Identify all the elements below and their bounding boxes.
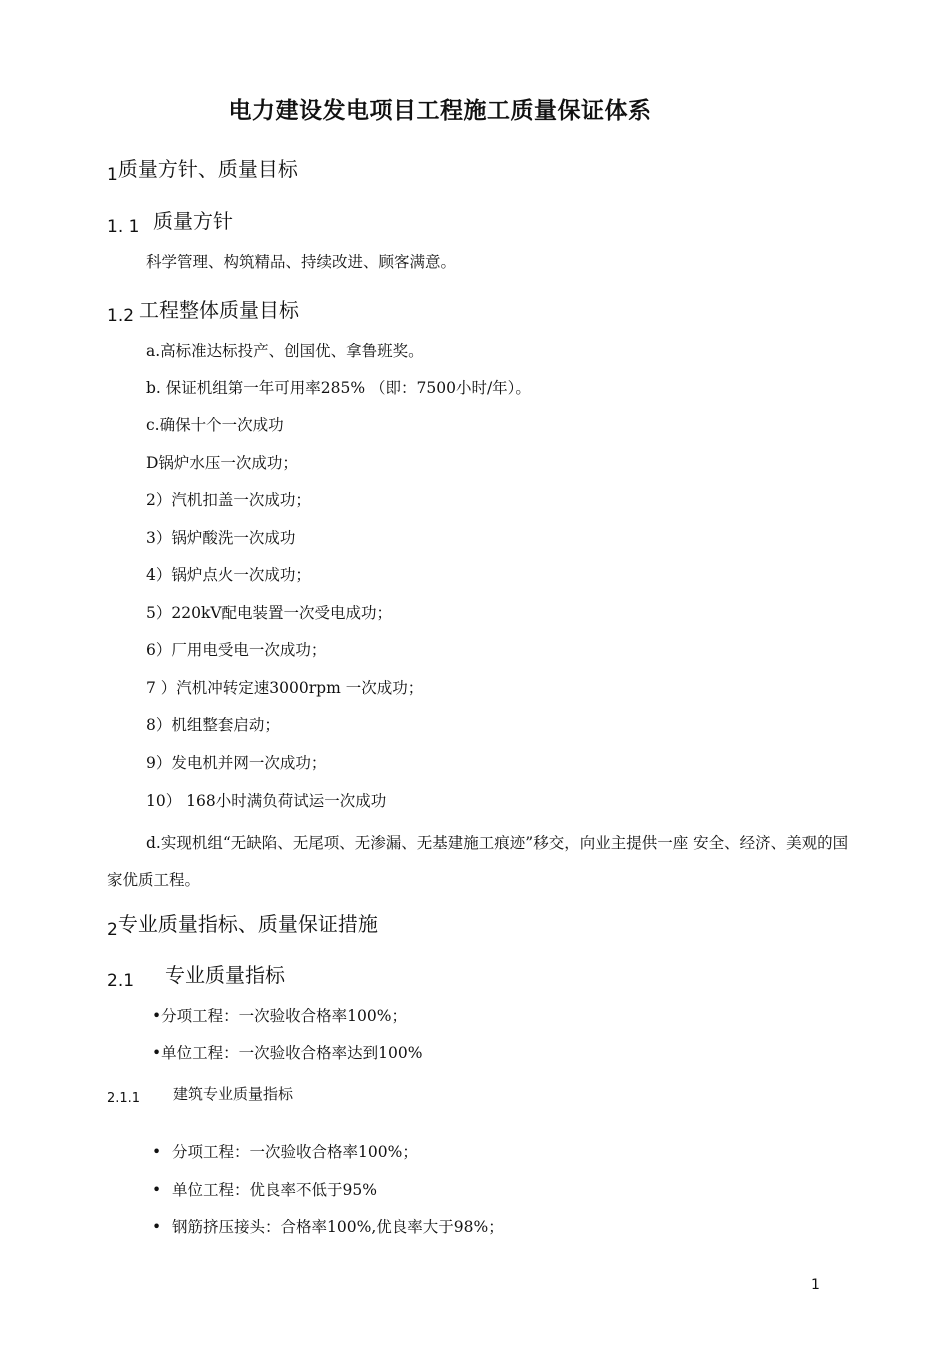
list-item: 3）锅炉酸洗一次成功: [146, 529, 296, 547]
heading-section-1: [107, 153, 298, 185]
bullet-icon: •: [152, 1143, 162, 1161]
list-item: •分项工程：一次验收合格率100%；: [152, 1007, 407, 1025]
bullet-icon: •: [152, 1181, 162, 1199]
list-item: 7 ）汽机冲转定速3000rpm 一次成功；: [146, 679, 424, 697]
heading-number: 1. 1: [107, 217, 140, 237]
heading-number: 1: [107, 165, 118, 185]
list-item: 2）汽机扣盖一次成功；: [146, 491, 311, 509]
heading-number: 2.1: [107, 971, 135, 991]
quality-policy-text: 科学管理、构筑精品、持续改进、顾客满意。: [146, 253, 457, 271]
list-item: [152, 1215, 504, 1237]
heading-text: 专业质量指标: [165, 963, 285, 987]
heading-section-2-1: [107, 959, 285, 991]
goal-b: b. 保证机组第一年可用率285% （即：7500小时/年）。: [146, 379, 531, 397]
goal-d: d.实现机组“无缺陷、无尾项、无渗漏、无基建施工痕迹”移交，向业主提供一座 安全、经济、美观的国家优质工程。: [107, 834, 849, 889]
list-item: [152, 1140, 418, 1162]
heading-text: 质量方针、质量目标: [117, 157, 298, 181]
heading-section-1-2: [107, 294, 299, 326]
heading-text: 建筑专业质量指标: [173, 1085, 294, 1103]
list-item: •单位工程：一次验收合格率达到100%: [152, 1044, 423, 1062]
list-item: 6）厂用电受电一次成功；: [146, 641, 327, 659]
goal-a: a.高标准达标投产、创国优、拿鲁班奖。: [146, 342, 424, 360]
page-number: 1: [811, 1277, 820, 1293]
list-item: 5）220kV配电装置一次受电成功；: [146, 604, 393, 622]
heading-section-2-1-1: [107, 1083, 293, 1106]
goal-c: c.确保十个一次成功: [146, 416, 284, 434]
list-item-text: 单位工程：优良率不低于95%: [172, 1181, 377, 1199]
heading-text: 工程整体质量目标: [139, 298, 299, 322]
heading-text: 专业质量指标、质量保证措施: [117, 912, 378, 936]
heading-section-1-1: [107, 205, 233, 237]
heading-number: 2: [107, 920, 118, 940]
list-item: 8）机组整套启动；: [146, 716, 280, 734]
list-item-text: 分项工程：一次验收合格率100%；: [172, 1143, 418, 1161]
list-item: D锅炉水压一次成功；: [146, 454, 298, 472]
heading-text: 质量方针: [153, 209, 233, 233]
heading-section-2: [107, 908, 378, 940]
heading-number: 1.2: [107, 306, 135, 326]
list-item: 10） 168小时满负荷试运一次成功: [146, 792, 387, 810]
document-title: 电力建设发电项目工程施工质量保证体系: [228, 98, 652, 124]
list-item: 9）发电机并网一次成功；: [146, 754, 327, 772]
list-item-text: 钢筋挤压接头：合格率100%,优良率大于98%；: [172, 1218, 504, 1236]
list-item: 4）锅炉点火一次成功；: [146, 566, 311, 584]
bullet-icon: •: [152, 1218, 162, 1236]
heading-number: 2.1.1: [107, 1091, 141, 1106]
list-item: [152, 1178, 377, 1200]
